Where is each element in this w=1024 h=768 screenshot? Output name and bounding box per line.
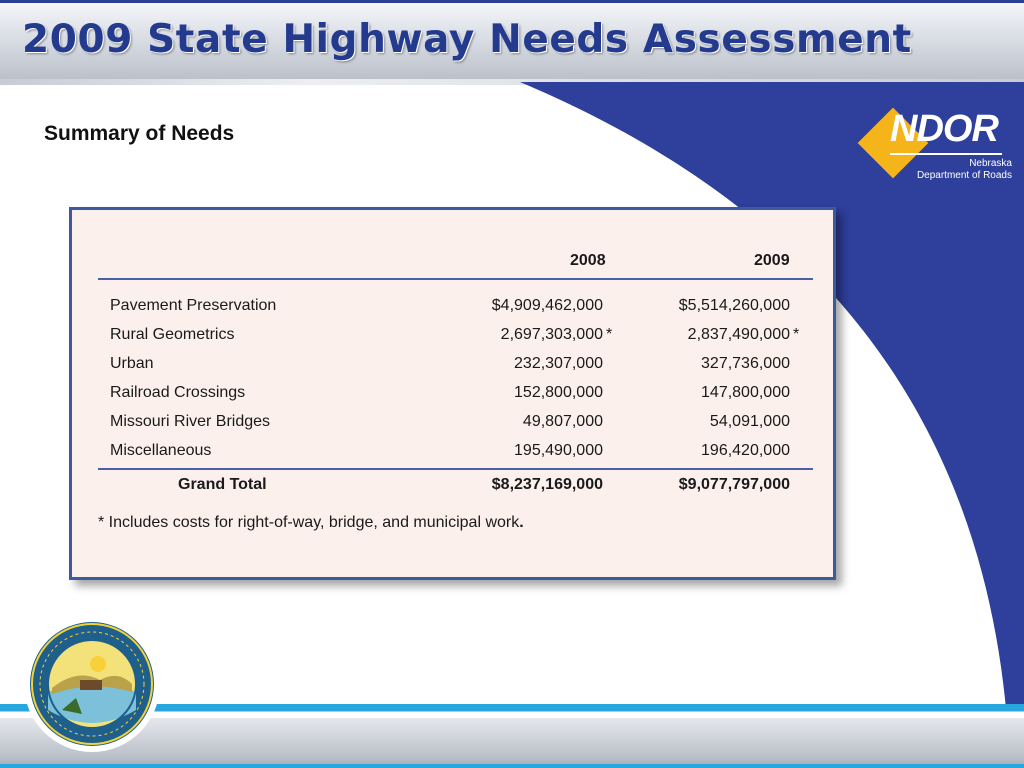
logo-line-2: Department of Roads (916, 170, 1012, 181)
needs-table (98, 248, 813, 502)
value-2009: $5,514,260,000 (678, 297, 790, 314)
column-header-2008: 2008 (570, 252, 606, 269)
logo-letters: NDOR (890, 108, 998, 150)
grand-total-label: Grand Total (178, 476, 267, 493)
value-2009: 196,420,000 (701, 442, 790, 459)
table-body (98, 280, 813, 466)
value-2008: 232,307,000 (514, 355, 603, 372)
presentation-title: 2009 State Highway Needs Assessment (22, 17, 912, 62)
value-2009: 327,736,000 (701, 355, 790, 372)
table-row (98, 321, 813, 350)
header-banner (0, 0, 1024, 82)
table-row (98, 292, 813, 321)
logo-underline (890, 153, 1002, 155)
asterisk-mark: * (606, 326, 613, 343)
row-label: Urban (110, 355, 154, 372)
value-2009: 54,091,000 (709, 413, 790, 430)
asterisk-mark: * (793, 326, 800, 343)
logo-subtitle (896, 158, 1012, 182)
slide-title: Summary of Needs (44, 122, 235, 145)
table-footnote: * Includes costs for right-of-way, bridge, and municipal work. (98, 514, 524, 531)
column-header-2009: 2009 (754, 252, 790, 269)
value-2008: $4,909,462,000 (491, 297, 603, 314)
value-2009: 147,800,000 (701, 384, 790, 401)
table-header-row (98, 248, 813, 280)
nebraska-state-seal-icon (22, 614, 162, 754)
value-2008: 195,490,000 (514, 442, 603, 459)
table-row (98, 350, 813, 379)
value-2008: 152,800,000 (514, 384, 603, 401)
row-label: Missouri River Bridges (110, 413, 271, 430)
needs-summary-card (69, 207, 836, 580)
row-label: Railroad Crossings (110, 384, 246, 401)
footer-accent-line (0, 764, 1024, 768)
table-row (98, 379, 813, 408)
grand-total-row (98, 470, 813, 502)
logo-line-1: Nebraska (969, 158, 1012, 169)
row-label: Pavement Preservation (110, 297, 277, 314)
row-label: Miscellaneous (110, 442, 212, 459)
row-label: Rural Geometrics (110, 326, 235, 343)
value-2008: 49,807,000 (522, 413, 603, 430)
table-row (98, 408, 813, 437)
table-row (98, 437, 813, 466)
grand-total-2008: $8,237,169,000 (491, 476, 603, 493)
ndor-logo (862, 100, 1012, 192)
value-2009: 2,837,490,000 * (688, 326, 803, 344)
grand-total-2009: $9,077,797,000 (678, 476, 790, 493)
value-2008: 2,697,303,000 * (501, 326, 616, 344)
